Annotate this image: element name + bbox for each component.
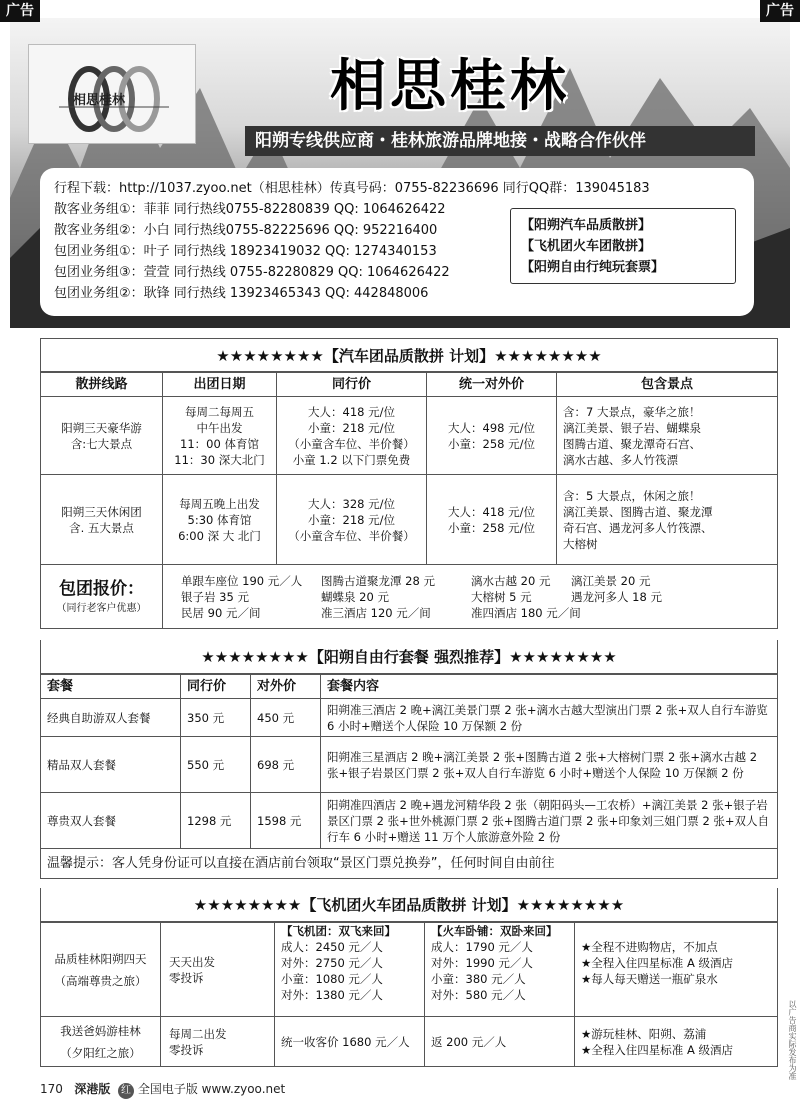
- col-header: 同行价: [277, 373, 427, 397]
- contact-line: 散客业务组①：菲菲 同行热线0755-82280839 QQ: 1064626422: [54, 202, 446, 217]
- free-table: [40, 674, 778, 879]
- scroll-banner: [510, 208, 736, 284]
- peer-price: 350 元: [181, 699, 251, 737]
- public-price-cell: 大人：498 元/位 小童：258 元/位: [427, 397, 557, 475]
- peer-price-cell: 大人：328 元/位 小童：218 元/位 （小童含车位、半价餐）: [277, 475, 427, 565]
- package-content: 阳朔准四酒店 2 晚+遇龙河精华段 2 张（朝阳码头—工农桥）+漓江美景 2 张+银子岩景区门票 2 张+世外桃源门票 2 张+图腾古道门票 2 张+印象刘三姐门票 2 张+双人自行车 6 小时+赠送 11 万个人旅游意外险 2 份: [321, 793, 778, 849]
- tip-row: [41, 849, 778, 879]
- public-price: 1598 元: [251, 793, 321, 849]
- logo-box: [28, 44, 196, 144]
- table-row: [41, 397, 778, 475]
- package-name: 经典自助游双人套餐: [41, 699, 181, 737]
- route-cell: 我送爸妈游桂林 （夕阳红之旅）: [41, 1017, 161, 1067]
- footer: [40, 1080, 285, 1099]
- slogan: 阳朔专线供应商・桂林旅游品牌地接・战略合作伙伴: [245, 126, 755, 156]
- date-cell: 每周五晚上出发 5:30 体育馆 6:00 深 大 北门: [163, 475, 277, 565]
- table-row: [41, 793, 778, 849]
- free-section-title: ★★★★★★★★【阳朔自由行套餐 强烈推荐】★★★★★★★★: [40, 640, 778, 674]
- package-prices-cell: 单跟车座位 190 元／人 图腾古道聚龙潭 28 元 漓水古越 20 元 漓江美景 20 元 银子岩 35 元 蝴蝶泉 20 元 大榕树 5 元 遇龙河多人 18 元 民居 90 元／间 准三酒店 120 元／间 准四酒店 180 元／间: [163, 565, 778, 629]
- scroll-item: 【阳朔汽车品质散拼】: [521, 218, 652, 233]
- route-cell: 品质桂林阳朔四天 （高端尊贵之旅）: [41, 923, 161, 1017]
- table-row: [41, 1017, 778, 1067]
- package-label: 包团报价：: [59, 578, 144, 599]
- public-price-cell: 大人：418 元/位 小童：258 元/位: [427, 475, 557, 565]
- side-note: 以广告商实际发布为准: [788, 1000, 797, 1080]
- route-cell: 阳朔三天休闲团 含. 五大景点: [41, 475, 163, 565]
- package-row: [41, 565, 778, 629]
- route-cell: 阳朔三天豪华游 含:七大景点: [41, 397, 163, 475]
- peer-price-cell: 大人：418 元/位 小童：218 元/位 （小童含车位、半价餐） 小童 1.2 以下门票免费: [277, 397, 427, 475]
- logo-text: 相思桂林: [73, 93, 126, 108]
- peer-price: 550 元: [181, 737, 251, 793]
- train-price-cell: 【火车卧铺：双卧来回】 成人：1790 元／人 对外：1990 元／人 小童：380 元／人 对外：580 元／人: [425, 923, 575, 1017]
- public-price: 698 元: [251, 737, 321, 793]
- public-price: 450 元: [251, 699, 321, 737]
- col-header: 对外价: [251, 675, 321, 699]
- table-row: [41, 737, 778, 793]
- col-header: 同行价: [181, 675, 251, 699]
- table-row: [41, 923, 778, 1017]
- edition-label: 深港版: [74, 1082, 111, 1096]
- scroll-item: 【阳朔自由行纯玩套票】: [521, 260, 665, 275]
- package-content: 阳朔准三星酒店 2 晚+漓江美景 2 张+图腾古道 2 张+大榕树门票 2 张+漓水古越 2 张+银子岩景区门票 2 张+双人自行车游览 6 小时+赠送个人保险 10 万保额 2 份: [321, 737, 778, 793]
- col-header: 出团日期: [163, 373, 277, 397]
- package-note: （同行老客户优惠）: [56, 602, 147, 614]
- date-cell: 每周二每周五 中午出发 11：00 体育馆 11：30 深大北门: [163, 397, 277, 475]
- date-cell: 每周二出发 零投诉: [161, 1017, 275, 1067]
- edition-badge: 红: [118, 1083, 134, 1099]
- free-travel-section: [40, 640, 778, 879]
- bus-section-title: ★★★★★★★★【汽车团品质散拼 计划】★★★★★★★★: [40, 338, 778, 372]
- website-text[interactable]: 全国电子版 www.zyoo.net: [137, 1082, 286, 1096]
- flight-price-cell: 统一收客价 1680 元／人: [275, 1017, 425, 1067]
- col-header: 统一对外价: [427, 373, 557, 397]
- package-name: 尊贵双人套餐: [41, 793, 181, 849]
- bus-table: [40, 372, 778, 629]
- col-header: 散拼线路: [41, 373, 163, 397]
- contact-line: 包团业务组③：萱萱 同行热线 0755-82280829 QQ: 1064626422: [54, 265, 450, 280]
- peer-price: 1298 元: [181, 793, 251, 849]
- ad-label-right: 广告: [760, 0, 800, 22]
- table-row: [41, 475, 778, 565]
- notes-cell: ★全程不进购物店，不加点 ★全程入住四星标准 A 级酒店 ★每人每天赠送一瓶矿泉水: [575, 923, 778, 1017]
- brand-title: 相思桂林: [330, 54, 570, 119]
- train-price-cell: 返 200 元／人: [425, 1017, 575, 1067]
- contact-line: 行程下载：http://1037.zyoo.net（相思桂林）传真号码：0755-82236696 同行QQ群：139045183: [54, 181, 650, 196]
- plane-section-title: ★★★★★★★★【飞机团火车团品质散拼 计划】★★★★★★★★: [40, 888, 778, 922]
- package-label-cell: [41, 565, 163, 629]
- page-number: 170: [40, 1082, 63, 1096]
- spots-cell: 含：5 大景点，休闲之旅！ 漓江美景、图腾古道、聚龙潭 奇石宫、遇龙河多人竹筏漂、 大榕树: [557, 475, 778, 565]
- ad-label-left: 广告: [0, 0, 40, 22]
- col-header: 包含景点: [557, 373, 778, 397]
- contact-panel: [40, 168, 754, 316]
- col-header: 套餐: [41, 675, 181, 699]
- spots-cell: 含：7 大景点，豪华之旅！ 漓江美景、银子岩、蝴蝶泉 图腾古道、聚龙潭奇石宫、 漓水古越、多人竹筏漂: [557, 397, 778, 475]
- contact-line: 包团业务组①：叶子 同行热线 18923419032 QQ: 1274340153: [54, 244, 437, 259]
- contact-line: 包团业务组②：耿锋 同行热线 13923465343 QQ: 442848006: [54, 286, 429, 301]
- package-name: 精品双人套餐: [41, 737, 181, 793]
- tip-text: 温馨提示：客人凭身份证可以直接在酒店前台领取“景区门票兑换券”，任何时间自由前往: [41, 849, 778, 879]
- plane-train-section: [40, 888, 778, 1067]
- plane-table: [40, 922, 778, 1067]
- header-banner: [10, 18, 790, 328]
- col-header: 套餐内容: [321, 675, 778, 699]
- date-cell: 天天出发 零投诉: [161, 923, 275, 1017]
- contact-line: 散客业务组②：小白 同行热线0755-82225696 QQ: 952216400: [54, 223, 438, 238]
- table-row: [41, 699, 778, 737]
- scroll-item: 【飞机团火车团散拼】: [521, 239, 652, 254]
- notes-cell: ★游玩桂林、阳朔、荔浦 ★全程入住四星标准 A 级酒店: [575, 1017, 778, 1067]
- bus-tour-section: [40, 338, 778, 629]
- flight-price-cell: 【飞机团：双飞来回】 成人：2450 元／人 对外：2750 元／人 小童：1080 元／人 对外：1380 元／人: [275, 923, 425, 1017]
- package-content: 阳朔准三酒店 2 晚+漓江美景门票 2 张+漓水古越大型演出门票 2 张+双人自行车游览 6 小时+赠送个人保险 10 万保额 2 份: [321, 699, 778, 737]
